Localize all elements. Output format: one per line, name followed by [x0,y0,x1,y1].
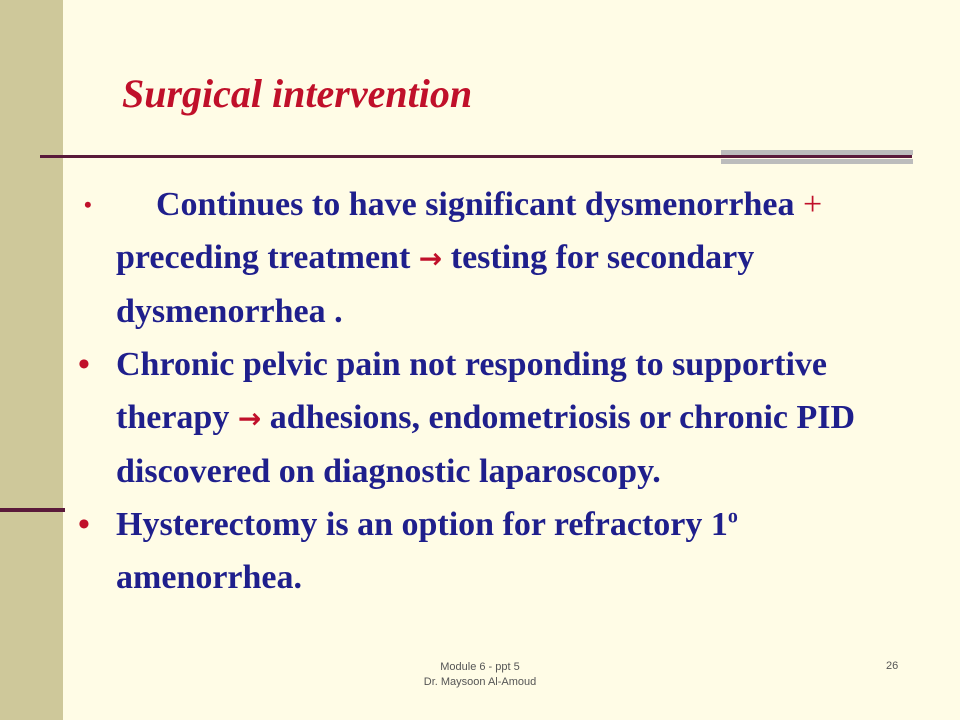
sidebar-band [0,0,63,720]
bullet-text: Hysterectomy is an option for refractory 1 [116,506,728,543]
bullet-text: preceding treatment [116,239,419,276]
plus-sign: + [802,186,823,223]
title-rule [40,155,912,158]
footer-module: Module 6 - ppt 5 [440,661,520,673]
bullet-dot-icon: • [78,506,90,543]
bullet-list [78,178,888,604]
bullet-item [78,498,888,604]
page-number: 26 [886,660,899,672]
bullet-item [78,338,888,498]
superscript: o [727,505,738,528]
footer-author: Dr. Maysoon Al-Amoud [423,676,537,688]
title-accent-bar-top [721,150,913,155]
arrow-right-icon: → [418,242,443,275]
bullet-dot-icon: • [78,346,90,383]
title-accent-bar-bottom [721,159,913,164]
bullet-text: adhesions, endometriosis or chronic PID discovered on diagnostic laparoscopy. [116,399,856,490]
bullet-text: Continues to have significant dysmenorrhea [156,186,803,223]
bullet-text: testing for secondary dysmenorrhea . [116,239,755,330]
bullet-dot-icon: • [84,192,92,217]
footer [400,660,560,690]
bullet-text: Chronic pelvic pain not responding to supportive therapy [116,346,827,436]
arrow-right-icon: → [237,402,262,435]
sidebar-rule [0,508,65,512]
bullet-text: amenorrhea. [116,559,303,596]
bullet-item [78,178,888,338]
slide-title: Surgical intervention [122,71,473,116]
